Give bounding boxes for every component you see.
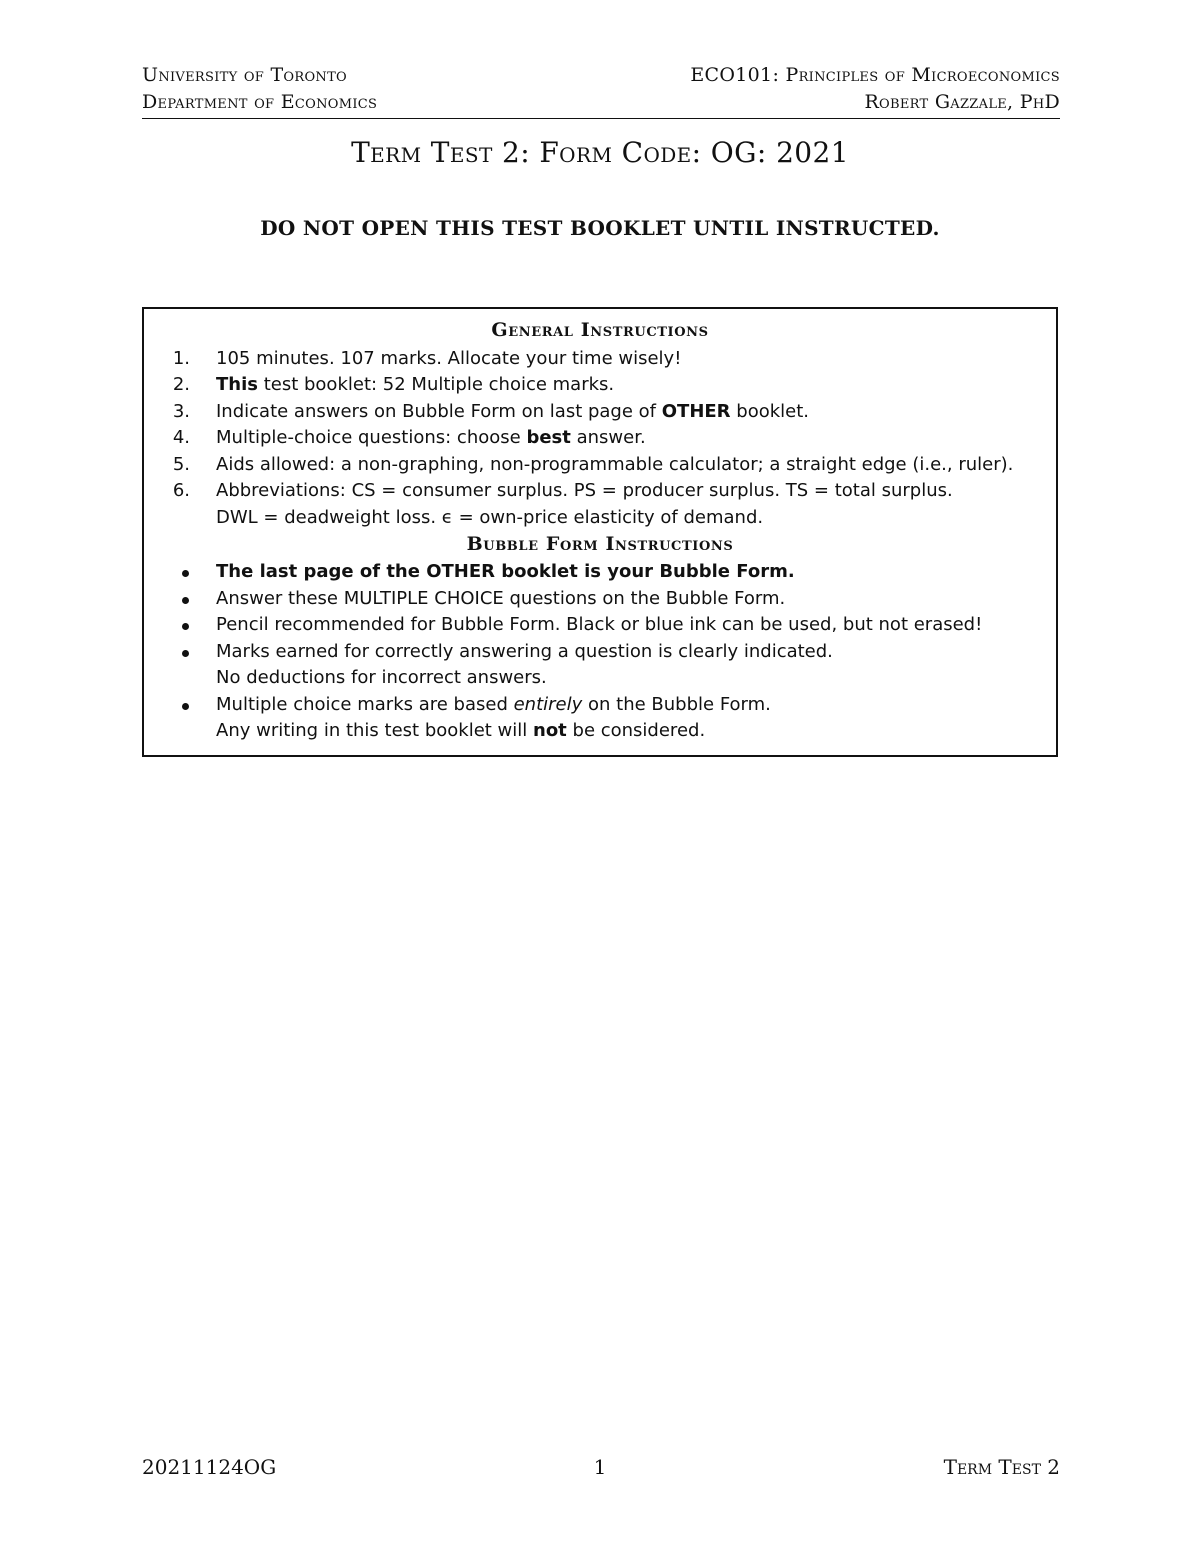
general-instructions-heading: General Instructions bbox=[491, 319, 709, 341]
page-title: Term Test 2: Form Code: OG: 2021 bbox=[351, 136, 849, 169]
bullet-icon bbox=[182, 570, 189, 577]
bullet-icon bbox=[182, 703, 189, 710]
footer-test-label: Term Test 2 bbox=[943, 1455, 1060, 1479]
bullet-icon bbox=[182, 623, 189, 630]
bubble-form-instructions-heading: Bubble Form Instructions bbox=[466, 533, 734, 555]
header-row-1 bbox=[142, 64, 1060, 86]
header-divider bbox=[142, 118, 1060, 119]
instructions-box: General Instructions 1. 105 minutes. 107 marks. Allocate your time wisely! 2. This test booklet: 52 Multiple choice marks. 3. Indicate answers on Bubble Form on last page of OTHER booklet. 4. Multiple-choice questions: choose best answer. 5. Aids allowed: a non-graphing, non-programmable calculator; a straight edge (i.e., ruler). 6. Abbreviations: CS = consumer surplus. PS = producer surplus. TS = total surplus. DWL = deadweight loss. ϵ = own-price elasticity of demand. Bubble Form Instructions The last page of the OTHER booklet is your Bubble Form. Answer these MULTIPLE CHOICE questions on the Bubble Form. Pencil recommended for Bubble Form. Black or blue ink can be used, but not erased! Marks earned for correctly answering a question is clearly indicated. No deductions for incorrect answers. Multiple choice marks are based entirely on the Bubble Form. Any writing in this test booklet will not be considered. bbox=[142, 307, 1058, 757]
course-title: ECO101: Principles of Microeconomics bbox=[690, 64, 1060, 86]
warning-text: DO NOT OPEN THIS TEST BOOKLET UNTIL INSTRUCTED. bbox=[260, 216, 940, 240]
footer-form-code: 20211124OG bbox=[142, 1455, 277, 1479]
bullet-icon bbox=[182, 650, 189, 657]
university-name: University of Toronto bbox=[142, 64, 348, 86]
header-row-2 bbox=[142, 91, 1060, 113]
department-name: Department of Economics bbox=[142, 91, 378, 113]
bullet-icon bbox=[182, 597, 189, 604]
page-number: 1 bbox=[593, 1455, 607, 1479]
instructor-name: Robert Gazzale, PhD bbox=[864, 91, 1060, 113]
